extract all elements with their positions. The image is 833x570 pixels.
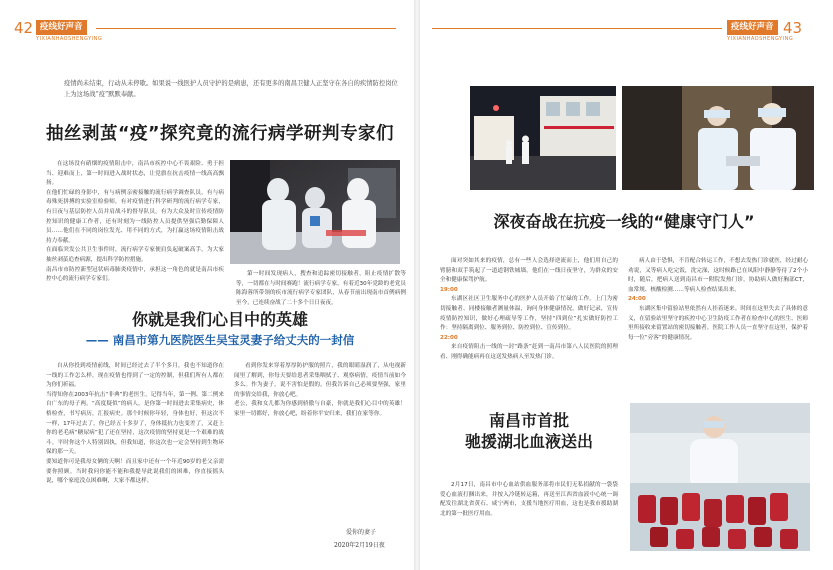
article1-title: 抽丝剥茧“疫”探究竟的流行病学研判专家们 [45, 124, 394, 144]
left-header-rule [96, 28, 396, 29]
article2-title: 你就是我们心目中的英雄 [131, 310, 308, 329]
article3-intro: 面对突如其来的疫情，总有一些人会选择逆流而上，他们用自己的臂膀和双手筑起了一道道钢铁城墙。他们在一线日夜坚守，为群众的安全和健康保驾护航。 [440, 258, 618, 284]
lab-photo [230, 160, 400, 264]
page-gutter [414, 0, 420, 570]
article3-body-2400: 东湖区集中留验站里依然有人挂着迷来。时间在这里失去了具体的意义，在留验站里坚守的疾控中心卫生防疫工作者在检查中心的医生、医师里所接收来留置站的密切接触者。医院工作人员一直坚守在这里，保护着每一位“旁客”的健康情况。 [628, 305, 808, 341]
doctors-photo [622, 86, 814, 190]
article3-col2 [628, 257, 808, 343]
time-2400: 24:00 [628, 296, 646, 303]
signature-name: 爱你的妻子 [346, 529, 377, 536]
article3-body-2200: 来自疫情阻击一线的一封“路条”赶到一南昌市第八人民医院的照理看、刚得确能病再在这送发热病人至发热门诊。 [440, 344, 618, 360]
article4-title-line1: 南昌市首批 [488, 411, 569, 430]
article3-title: 深夜奋战在抗疫一线的“健康守门人” [493, 212, 755, 231]
blood-bags-photo [630, 403, 810, 551]
article4-title-line2: 驰援湖北血液送出 [464, 432, 593, 451]
article3-col1 [440, 257, 618, 363]
blood-bags-illustration [630, 403, 810, 551]
signature-date: 2020年2月19日夜 [334, 542, 385, 549]
article3-body-continued: 病人由于恐惧，不肯配合转运工作，不想去发热门诊就医，经过耐心劝说，又等病人吃完饭，洗完澡，这时候路已在凤阳中静静等待了2个小时，随后，把病人送到南昌市一附院发热门诊，协助病人做好胸部CT，血常规、核酸检测……等病人检查结果出来。 [628, 258, 808, 293]
right-header-rule [432, 28, 722, 29]
article3-body-1900: 东湖区社区卫生服务中心的医护人员开始了忙碌的工作。上门为密切接触者、同楼接触者测量体温，询问身体健康情况，做好记录，宣传疫情防控知识，做好心理疏导等工作，坚持“四到位”扎实做好防控工作：坚持隔离到位、服务到位、防控到位、宣传到位。 [440, 296, 618, 332]
ambulance-photo-illustration [470, 86, 616, 190]
left-page-number: 42 [14, 19, 34, 37]
left-section-pinyin: YIXIANHAOSHENGYING [36, 36, 103, 42]
article1-col1: 在这场没有硝烟的疫情阻击中，南昌市疾控中心不畏艰险、勇于担当、迎难而上，第一时间进入战时状态，让党旗在抗击疫情一线高高飘扬。 在他们忙碌的身影中，有与病例亲密接触的流行病学调查队员，有与病毒殊死拼搏的实验室检验师，有对疫情进行科学研判的流行病学专家，有日夜与基层防控人员并肩战斗的督导队员，有为大众及时宣传疫情防控知识的健康工作者，还有时刻为一线防控人员提供坚强后勤保障人员……他们在不同的岗位发光、用不同的方式，为打赢这场疫情阻击战持力奉献。 在面临突发公共卫生事件时，流行病学专家便肩负起破案高手，为大家抽丝剥茧追查病源，提出科学防控措施。 南昌市市防控新型冠状病毒肺炎疫情中，承担这一角色的就是南昌市疾控中心的流行病学专家们。 [46, 161, 224, 283]
left-section-tag: 疫线好声音 [36, 20, 87, 35]
lab-photo-illustration [230, 160, 400, 264]
ambulance-night-photo [470, 86, 616, 190]
doctors-photo-illustration [622, 86, 814, 190]
right-section-pinyin: YIXIANHAOSHENGYING [727, 36, 794, 42]
article2-col2: 看到你发来穿着厚厚防护服的照片，我的眼睛湿润了，从电视新闻里了解到，你每天要给患者采集咽拭子、观察病情，疫情当前如今多么。作为妻子，说不害怕是假的，但我告诉自己必须要坚强，家里的事情交给我，你放心吧。 老公，我和女儿都为你感到骄傲与自豪，你就是我们心目中的英雄！家里一切都好，你放心吧，盼着你平安归来，我们在家等你。 [234, 363, 406, 417]
article2-subtitle: —— 南昌市第九医院医生吴宝灵妻子给丈夫的一封信 [85, 333, 355, 347]
article2-col1: 自从你投到疫情前线，时间已经过去了半个多月，我也不知道你在一线的工作怎么样，现在疫情也得到了一定的控制，但我们所有人都在为你们祈福。 当得知你在2003年抗击“非典”的老医生，记得当年，第一例、第二例来自广东的母子两，“高度疑似”的病人，是你第一时间进去采集病史，体格检查，书写病历，汇报病史。那个时候你年轻，身体也好，但这次不一样，17年过去了，你已经五十多岁了，身体抵抗力也变差了，又赶上你的老毛病“糖尿病”犯了还在坚持，这次疫情的坚持更是一个艰难的战斗。平时你这个人特别固执，但我知道，你这次也一定会坚持到生物环保的那一天。 要知道你可是我母女俩的天啊！而且家中还有一个年近90岁的老父亲需要你照顾。当时我问你能不能和我提导此说我们的困难，你直接摇头说，哪个家庭没点困难啊，大家不都这样。 [46, 363, 224, 485]
article4-title [440, 410, 618, 452]
right-page-number: 43 [783, 19, 803, 37]
time-2200: 22:00 [440, 334, 458, 341]
intro-quote: 疫情尚未结束，行动从未停歇。如果说一线医护人员守护的是病患，还有更多的南昌卫健人正坚守在各自的疾情防控岗位上为这场战“疫”默默奉献。 [64, 80, 398, 98]
right-section-tag: 疫线好声音 [727, 20, 778, 35]
time-1900: 19:00 [440, 286, 458, 293]
article4-body: 2月17日，南昌市中心血站供血服务部将市民们无私捐献的一袋袋爱心血液打捆出来，并按入冷链转运箱，再送至江西省血液中心统一调配发往湖北省黄石、咸宁两市，支援当地医疗用血，这也是我市援助湖北的第一批医疗用血。 [440, 482, 618, 517]
article1-col2: 第一时间发现病人，搜查和追踪密切接触者，阻止疫情扩散等等，一切都在与时间赛跑！流行病学专家，有着近30年党龄的老党员陈海蓉所带领的疾市流行病学专家团队，从春节前出现南市首例病例至今，已连续奋战了二十多个日日夜夜。 [236, 271, 406, 306]
